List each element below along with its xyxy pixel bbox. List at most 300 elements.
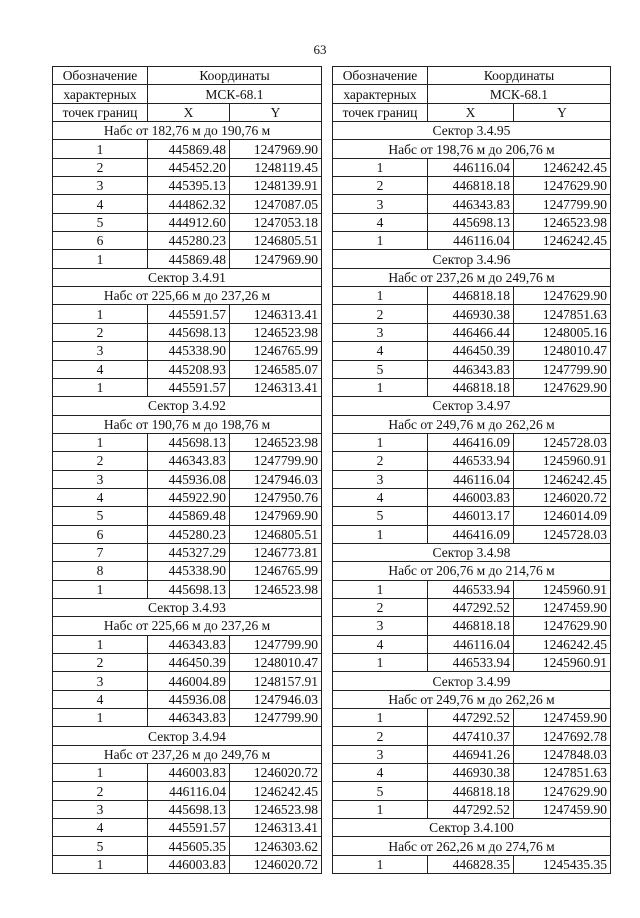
y-cell: 1247629.90 — [514, 287, 611, 305]
section-label-row — [333, 562, 611, 580]
x-cell: 447292.52 — [428, 598, 514, 616]
table-row — [333, 617, 611, 635]
header-y-cell: Y — [230, 103, 322, 121]
y-cell: 1247629.90 — [514, 617, 611, 635]
table-row — [53, 543, 322, 561]
x-cell: 446003.83 — [148, 764, 230, 782]
table-row — [333, 507, 611, 525]
y-cell: 1247950.76 — [230, 488, 322, 506]
y-cell: 1246020.72 — [230, 764, 322, 782]
x-cell: 447292.52 — [428, 709, 514, 727]
y-cell: 1247629.90 — [514, 378, 611, 396]
page-number: 63 — [313, 42, 327, 57]
header-x-cell: X — [428, 103, 514, 121]
x-cell: 446818.18 — [428, 177, 514, 195]
x-cell: 447410.37 — [428, 727, 514, 745]
y-cell: 1246020.72 — [230, 855, 322, 873]
point-cell: 1 — [53, 433, 148, 451]
point-cell: 2 — [53, 782, 148, 800]
table-row — [333, 378, 611, 396]
y-cell: 1247799.90 — [514, 195, 611, 213]
point-cell: 5 — [333, 507, 428, 525]
y-cell: 1247459.90 — [514, 598, 611, 616]
y-cell: 1246805.51 — [230, 232, 322, 250]
table-row — [53, 323, 322, 341]
section-label-row — [333, 672, 611, 690]
x-cell: 446343.83 — [428, 195, 514, 213]
point-cell: 1 — [333, 287, 428, 305]
section-label-row — [333, 837, 611, 855]
y-cell: 1246242.45 — [514, 158, 611, 176]
coordinates-table-left — [52, 66, 322, 874]
point-cell: 4 — [53, 690, 148, 708]
section-label-row — [333, 140, 611, 158]
section-label-row — [53, 415, 322, 433]
header-point-cell — [53, 67, 148, 85]
point-cell: 4 — [333, 213, 428, 231]
section-label: Набс от 262,26 м до 274,76 м — [333, 837, 611, 855]
y-cell: 1246585.07 — [230, 360, 322, 378]
table-row — [333, 488, 611, 506]
y-cell: 1248119.45 — [230, 158, 322, 176]
section-label-row — [53, 745, 322, 763]
table-row — [333, 342, 611, 360]
point-cell: 6 — [53, 525, 148, 543]
x-cell: 446818.18 — [428, 287, 514, 305]
x-cell: 446343.83 — [148, 635, 230, 653]
point-cell: 1 — [53, 764, 148, 782]
point-cell: 2 — [53, 158, 148, 176]
point-cell: 1 — [53, 305, 148, 323]
x-cell: 446828.35 — [428, 855, 514, 873]
table-row — [53, 433, 322, 451]
y-cell: 1246313.41 — [230, 378, 322, 396]
y-cell: 1248010.47 — [514, 342, 611, 360]
table-row — [333, 323, 611, 341]
point-cell: 1 — [333, 433, 428, 451]
y-cell: 1245728.03 — [514, 433, 611, 451]
point-cell: 5 — [53, 213, 148, 231]
point-cell: 3 — [333, 470, 428, 488]
x-cell: 445395.13 — [148, 177, 230, 195]
table-row — [333, 598, 611, 616]
table-row — [333, 360, 611, 378]
table-row — [333, 580, 611, 598]
header-point-line: точек границ — [62, 104, 138, 120]
table-header — [53, 67, 322, 122]
table-row — [333, 433, 611, 451]
point-cell: 2 — [333, 598, 428, 616]
header-point-cell — [53, 85, 148, 103]
y-cell: 1246523.98 — [230, 323, 322, 341]
x-cell: 446343.83 — [428, 360, 514, 378]
y-cell: 1246303.62 — [230, 837, 322, 855]
x-cell: 445698.13 — [148, 433, 230, 451]
section-label-row — [53, 397, 322, 415]
point-cell: 2 — [53, 323, 148, 341]
point-cell: 2 — [333, 177, 428, 195]
y-cell: 1248139.91 — [230, 177, 322, 195]
section-label-row — [333, 543, 611, 561]
header-point-cell — [333, 67, 428, 85]
x-cell: 445208.93 — [148, 360, 230, 378]
point-cell: 1 — [53, 635, 148, 653]
point-cell: 1 — [333, 800, 428, 818]
point-cell: 6 — [53, 232, 148, 250]
table-row — [53, 635, 322, 653]
point-cell: 1 — [333, 580, 428, 598]
table-row — [53, 855, 322, 873]
x-cell: 444862.32 — [148, 195, 230, 213]
section-label: Набс от 198,76 м до 206,76 м — [333, 140, 611, 158]
table-row — [333, 709, 611, 727]
table-row — [333, 470, 611, 488]
section-label: Набс от 190,76 м до 198,76 м — [53, 415, 322, 433]
y-cell: 1247459.90 — [514, 709, 611, 727]
x-cell: 445698.13 — [428, 213, 514, 231]
y-cell: 1246523.98 — [514, 213, 611, 231]
table-row — [53, 140, 322, 158]
table-row — [53, 819, 322, 837]
y-cell: 1247851.63 — [514, 305, 611, 323]
table-row — [333, 177, 611, 195]
y-cell: 1248157.91 — [230, 672, 322, 690]
table-row — [333, 452, 611, 470]
y-cell: 1246313.41 — [230, 819, 322, 837]
point-cell: 1 — [333, 654, 428, 672]
section-label: Набс от 225,66 м до 237,26 м — [53, 287, 322, 305]
section-label: Сектор 3.4.100 — [333, 819, 611, 837]
section-label: Сектор 3.4.99 — [333, 672, 611, 690]
y-cell: 1247459.90 — [514, 800, 611, 818]
table-row — [333, 158, 611, 176]
x-cell: 446116.04 — [428, 635, 514, 653]
section-label: Набс от 249,76 м до 262,26 м — [333, 415, 611, 433]
y-cell: 1247969.90 — [230, 140, 322, 158]
table-row — [333, 213, 611, 231]
point-cell: 3 — [53, 470, 148, 488]
y-cell: 1246765.99 — [230, 562, 322, 580]
header-coords-line: Координаты — [199, 68, 270, 84]
x-cell: 446003.83 — [428, 488, 514, 506]
x-cell: 445605.35 — [148, 837, 230, 855]
point-cell: 2 — [333, 452, 428, 470]
y-cell: 1247946.03 — [230, 470, 322, 488]
point-cell: 8 — [53, 562, 148, 580]
point-cell: 7 — [53, 543, 148, 561]
table-row — [333, 287, 611, 305]
y-cell: 1247851.63 — [514, 764, 611, 782]
header-point-line: характерных — [343, 86, 417, 102]
y-cell: 1247692.78 — [514, 727, 611, 745]
point-cell: 1 — [333, 525, 428, 543]
x-cell: 446450.39 — [428, 342, 514, 360]
x-cell: 446416.09 — [428, 433, 514, 451]
point-cell: 3 — [53, 342, 148, 360]
point-cell: 3 — [333, 617, 428, 635]
point-cell: 3 — [333, 323, 428, 341]
y-cell: 1245728.03 — [514, 525, 611, 543]
section-label-row — [53, 122, 322, 140]
table-body — [333, 122, 611, 874]
section-label: Сектор 3.4.98 — [333, 543, 611, 561]
point-cell: 5 — [333, 360, 428, 378]
x-cell: 446533.94 — [428, 452, 514, 470]
y-cell: 1246242.45 — [514, 470, 611, 488]
y-cell: 1247969.90 — [230, 507, 322, 525]
y-cell: 1246014.09 — [514, 507, 611, 525]
x-cell: 446818.18 — [428, 782, 514, 800]
point-cell: 1 — [333, 378, 428, 396]
table-row — [333, 195, 611, 213]
point-cell: 1 — [53, 140, 148, 158]
table-row — [333, 745, 611, 763]
x-cell: 446818.18 — [428, 617, 514, 635]
point-cell: 4 — [333, 635, 428, 653]
y-cell: 1247799.90 — [230, 635, 322, 653]
header-coords-cell — [428, 67, 611, 85]
point-cell: 4 — [333, 342, 428, 360]
x-cell: 445698.13 — [148, 580, 230, 598]
x-cell: 445869.48 — [148, 140, 230, 158]
x-cell: 445936.08 — [148, 690, 230, 708]
table-row — [53, 378, 322, 396]
point-cell: 5 — [53, 837, 148, 855]
point-cell: 2 — [333, 727, 428, 745]
point-cell: 3 — [53, 800, 148, 818]
table-row — [53, 232, 322, 250]
section-label: Сектор 3.4.93 — [53, 598, 322, 616]
table-row — [333, 635, 611, 653]
y-cell: 1245435.35 — [514, 855, 611, 873]
point-cell: 5 — [53, 507, 148, 525]
table-row — [333, 727, 611, 745]
table-row — [53, 360, 322, 378]
section-label-row — [53, 598, 322, 616]
header-coords-cell — [428, 85, 611, 103]
header-point-line: характерных — [63, 86, 137, 102]
x-cell: 445922.90 — [148, 488, 230, 506]
table-row — [53, 709, 322, 727]
y-cell: 1245960.91 — [514, 580, 611, 598]
header-coords-line: Координаты — [483, 68, 555, 84]
x-cell: 445452.20 — [148, 158, 230, 176]
table-row — [333, 855, 611, 873]
header-x-cell: X — [148, 103, 230, 121]
header-point-line: Обозначение — [62, 68, 138, 84]
y-cell: 1247799.90 — [514, 360, 611, 378]
table-row — [53, 452, 322, 470]
point-cell: 5 — [333, 782, 428, 800]
table-row — [53, 488, 322, 506]
table-row — [53, 158, 322, 176]
header-coords-line: МСК-68.1 — [205, 86, 264, 102]
x-cell: 446818.18 — [428, 378, 514, 396]
table-row — [333, 782, 611, 800]
x-cell: 446343.83 — [148, 709, 230, 727]
x-cell: 445591.57 — [148, 305, 230, 323]
point-cell: 1 — [53, 580, 148, 598]
point-cell: 1 — [333, 232, 428, 250]
header-y-cell: Y — [514, 103, 611, 121]
section-label: Набс от 237,26 м до 249,76 м — [333, 268, 611, 286]
section-label-row — [333, 415, 611, 433]
section-label: Набс от 249,76 м до 262,26 м — [333, 690, 611, 708]
table-row — [53, 672, 322, 690]
x-cell: 445591.57 — [148, 378, 230, 396]
y-cell: 1247848.03 — [514, 745, 611, 763]
header-coords-line: МСК-68.1 — [489, 86, 549, 102]
point-cell: 4 — [53, 819, 148, 837]
y-cell: 1247799.90 — [230, 452, 322, 470]
table-row — [333, 305, 611, 323]
y-cell: 1246523.98 — [230, 800, 322, 818]
table-row — [53, 525, 322, 543]
section-label-row — [53, 287, 322, 305]
table-body — [53, 122, 322, 874]
point-cell: 1 — [53, 709, 148, 727]
point-cell: 4 — [53, 488, 148, 506]
header-point-line: Обозначение — [342, 68, 418, 84]
table-row — [333, 232, 611, 250]
table-row — [333, 525, 611, 543]
section-label: Сектор 3.4.92 — [53, 397, 322, 415]
y-cell: 1247629.90 — [514, 782, 611, 800]
x-cell: 445936.08 — [148, 470, 230, 488]
section-label: Сектор 3.4.94 — [53, 727, 322, 745]
section-label: Набс от 237,26 м до 249,76 м — [53, 745, 322, 763]
table-row — [53, 837, 322, 855]
point-cell: 1 — [53, 855, 148, 873]
x-cell: 446450.39 — [148, 654, 230, 672]
section-label-row — [53, 268, 322, 286]
y-cell: 1248005.16 — [514, 323, 611, 341]
section-label-row — [53, 617, 322, 635]
table-row — [53, 782, 322, 800]
x-cell: 446930.38 — [428, 764, 514, 782]
x-cell: 445591.57 — [148, 819, 230, 837]
x-cell: 445280.23 — [148, 232, 230, 250]
section-label-row — [333, 250, 611, 268]
point-cell: 1 — [333, 709, 428, 727]
point-cell: 1 — [333, 158, 428, 176]
point-cell: 2 — [53, 452, 148, 470]
y-cell: 1246313.41 — [230, 305, 322, 323]
point-cell: 2 — [333, 305, 428, 323]
header-point-line: точек границ — [342, 104, 418, 120]
section-label-row — [333, 122, 611, 140]
section-label: Сектор 3.4.96 — [333, 250, 611, 268]
point-cell: 3 — [333, 195, 428, 213]
point-cell: 1 — [53, 250, 148, 268]
y-cell: 1246773.81 — [230, 543, 322, 561]
table-row — [53, 562, 322, 580]
y-cell: 1247946.03 — [230, 690, 322, 708]
y-cell: 1247969.90 — [230, 250, 322, 268]
y-cell: 1246020.72 — [514, 488, 611, 506]
header-coords-cell — [148, 67, 322, 85]
x-cell: 445280.23 — [148, 525, 230, 543]
x-cell: 446116.04 — [428, 232, 514, 250]
section-label: Набс от 225,66 м до 237,26 м — [53, 617, 322, 635]
x-cell: 446003.83 — [148, 855, 230, 873]
table-row — [53, 507, 322, 525]
section-label-row — [53, 727, 322, 745]
header-coords-cell — [148, 85, 322, 103]
point-cell: 4 — [53, 195, 148, 213]
point-cell: 3 — [53, 177, 148, 195]
y-cell: 1246242.45 — [514, 232, 611, 250]
table-row — [53, 213, 322, 231]
y-cell: 1248010.47 — [230, 654, 322, 672]
y-cell: 1247053.18 — [230, 213, 322, 231]
x-cell: 445338.90 — [148, 342, 230, 360]
table-row — [53, 250, 322, 268]
x-cell: 446343.83 — [148, 452, 230, 470]
point-cell: 3 — [333, 745, 428, 763]
y-cell: 1246242.45 — [230, 782, 322, 800]
section-label-row — [333, 690, 611, 708]
point-cell: 4 — [53, 360, 148, 378]
point-cell: 2 — [53, 654, 148, 672]
y-cell: 1247629.90 — [514, 177, 611, 195]
section-label: Набс от 206,76 м до 214,76 м — [333, 562, 611, 580]
table-row — [53, 580, 322, 598]
y-cell: 1245960.91 — [514, 452, 611, 470]
x-cell: 446930.38 — [428, 305, 514, 323]
section-label-row — [333, 397, 611, 415]
x-cell: 445869.48 — [148, 250, 230, 268]
coordinates-table-right — [332, 66, 611, 874]
point-cell: 4 — [333, 764, 428, 782]
x-cell: 446116.04 — [148, 782, 230, 800]
header-point-cell — [333, 85, 428, 103]
table-row — [53, 470, 322, 488]
x-cell: 446416.09 — [428, 525, 514, 543]
x-cell: 446533.94 — [428, 654, 514, 672]
table-row — [333, 800, 611, 818]
y-cell: 1246805.51 — [230, 525, 322, 543]
x-cell: 445327.29 — [148, 543, 230, 561]
table-row — [333, 764, 611, 782]
y-cell: 1245960.91 — [514, 654, 611, 672]
section-label-row — [333, 819, 611, 837]
x-cell: 446013.17 — [428, 507, 514, 525]
y-cell: 1246765.99 — [230, 342, 322, 360]
header-point-cell — [53, 103, 148, 121]
table-header — [333, 67, 611, 122]
x-cell: 446533.94 — [428, 580, 514, 598]
section-label: Сектор 3.4.95 — [333, 122, 611, 140]
section-label: Сектор 3.4.97 — [333, 397, 611, 415]
x-cell: 444912.60 — [148, 213, 230, 231]
y-cell: 1246242.45 — [514, 635, 611, 653]
table-row — [53, 305, 322, 323]
point-cell: 1 — [333, 855, 428, 873]
y-cell: 1246523.98 — [230, 433, 322, 451]
y-cell: 1247087.05 — [230, 195, 322, 213]
x-cell: 447292.52 — [428, 800, 514, 818]
header-point-cell — [333, 103, 428, 121]
table-row — [53, 195, 322, 213]
table-row — [53, 654, 322, 672]
y-cell: 1246523.98 — [230, 580, 322, 598]
x-cell: 446004.89 — [148, 672, 230, 690]
point-cell: 3 — [53, 672, 148, 690]
x-cell: 445869.48 — [148, 507, 230, 525]
x-cell: 446116.04 — [428, 158, 514, 176]
table-row — [53, 342, 322, 360]
